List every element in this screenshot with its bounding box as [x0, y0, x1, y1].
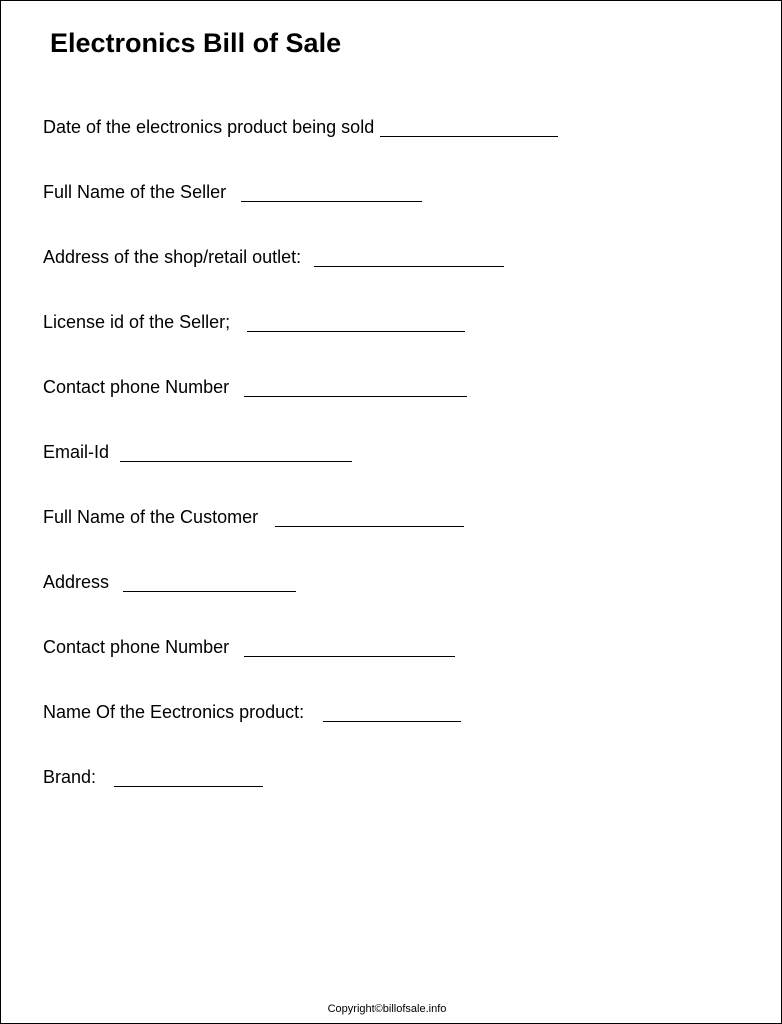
field-label-brand: Brand:: [43, 767, 97, 787]
field-blank-brand[interactable]: [114, 786, 263, 787]
field-label-product-name: Name Of the Eectronics product:: [43, 702, 305, 722]
form-field-shop-address: [43, 204, 558, 269]
field-blank-customer-phone[interactable]: [244, 656, 455, 657]
field-label-customer-phone: Contact phone Number: [43, 637, 230, 657]
field-label-date: Date of the electronics product being sold: [43, 117, 375, 137]
field-blank-customer-name[interactable]: [275, 526, 464, 527]
field-blank-shop-address[interactable]: [314, 266, 504, 267]
field-label-seller-phone: Contact phone Number: [43, 377, 230, 397]
copyright-text: Copyright©billofsale.info: [327, 1003, 447, 1015]
document-title: Electronics Bill of Sale: [50, 28, 342, 58]
field-blank-seller-name[interactable]: [241, 201, 422, 202]
field-blank-seller-phone[interactable]: [244, 396, 467, 397]
form-field-customer-name: [43, 464, 558, 529]
form-field-customer-phone: [43, 594, 558, 659]
copyright-footer: [1, 1003, 782, 1015]
field-label-seller-name: Full Name of the Seller: [43, 182, 227, 202]
field-blank-email[interactable]: [120, 461, 352, 462]
form-field-seller-phone: [43, 334, 558, 399]
field-blank-customer-address[interactable]: [123, 591, 296, 592]
form-field-brand: [43, 724, 558, 789]
form-field-license-id: [43, 269, 558, 334]
form-field-email: [43, 399, 558, 464]
field-label-customer-name: Full Name of the Customer: [43, 507, 259, 527]
field-blank-product-name[interactable]: [323, 721, 461, 722]
form-field-product-name: [43, 659, 558, 724]
form-field-customer-address: [43, 529, 558, 594]
form-field-date: [43, 117, 558, 139]
field-blank-date[interactable]: [380, 136, 558, 137]
field-label-email: Email-Id: [43, 442, 110, 462]
field-label-shop-address: Address of the shop/retail outlet:: [43, 247, 302, 267]
field-label-license-id: License id of the Seller;: [43, 312, 231, 332]
field-label-customer-address: Address: [43, 572, 110, 592]
form-fields: [43, 117, 558, 789]
field-blank-license-id[interactable]: [247, 331, 465, 332]
form-field-seller-name: [43, 139, 558, 204]
